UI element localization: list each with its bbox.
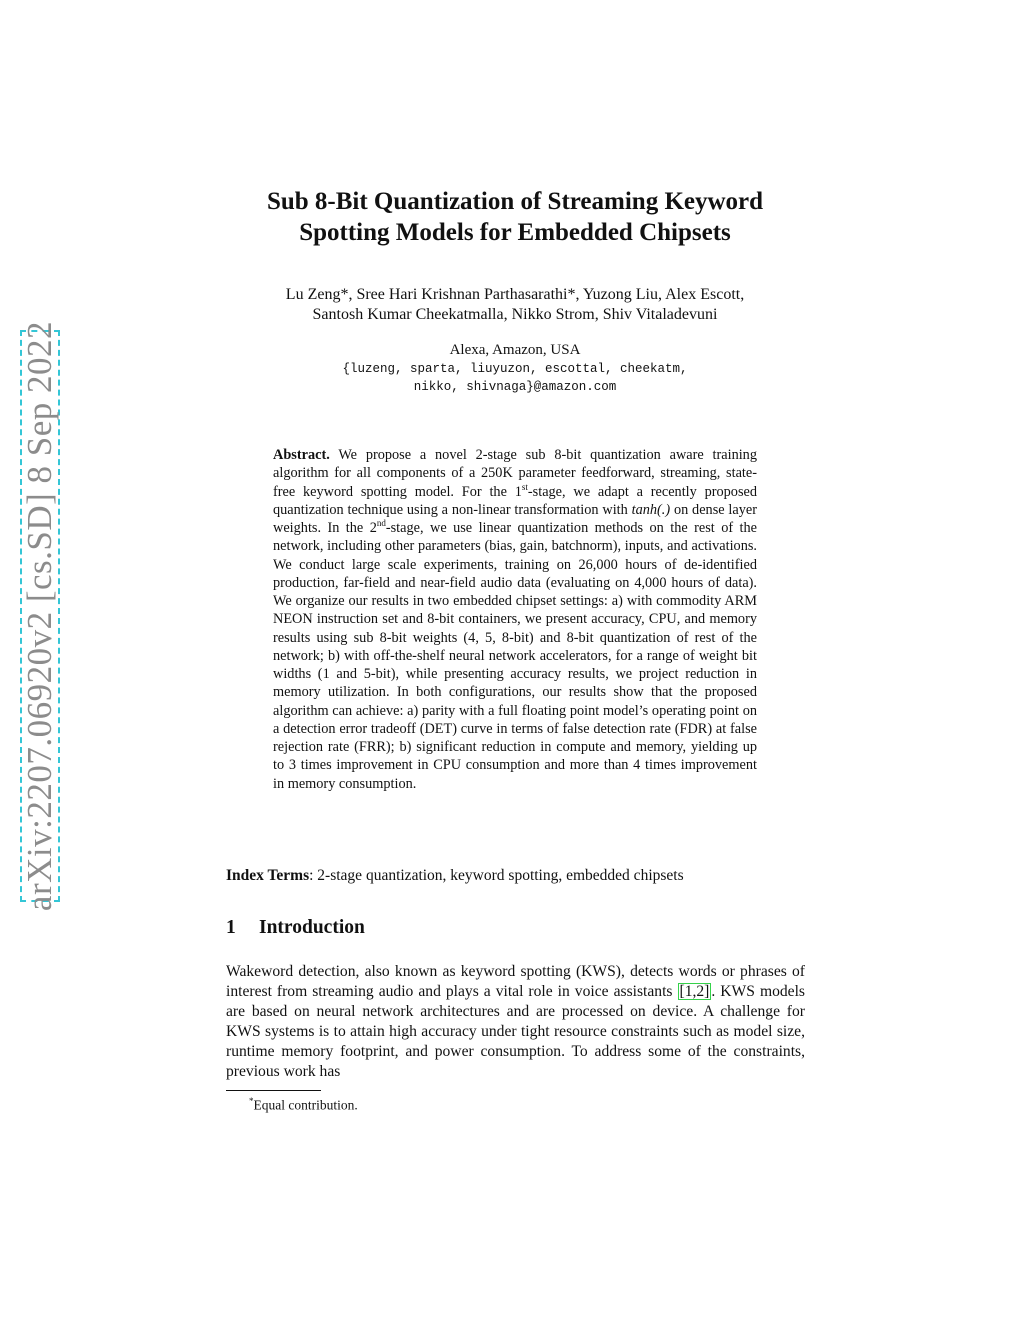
arxiv-stamp-text: arXiv:2207.06920v2 [cs.SD] 8 Sep 2022: [20, 320, 59, 912]
citation-link[interactable]: [1,2]: [679, 982, 710, 1000]
index-terms-label: Index Terms: [226, 867, 310, 884]
title-line-1: Sub 8-Bit Quantization of Streaming Keyword: [266, 188, 764, 215]
abstract-sup-nd: nd: [376, 518, 386, 529]
abstract-text-2: -stage, we adapt a recently proposed quantization technique using a non-linear transformation with: [273, 483, 758, 518]
authors-line-2: Santosh Kumar Cheekatmalla, Nikko Strom, Shiv Vitaladevuni: [312, 306, 718, 323]
emails-line-1: {luzeng, sparta, liuyuzon, escottal, cheekatm,: [342, 362, 688, 376]
section-title: Introduction: [259, 917, 365, 938]
intro-text-1: Wakeword detection, also known as keyword spotting (KWS), detects words or phrases of interest from streaming audio and plays a vital role in voice assistants: [226, 963, 805, 1000]
footnote-rule: [226, 1090, 321, 1091]
footnote-text: Equal contribution.: [253, 1097, 358, 1113]
arxiv-stamp[interactable]: [20, 320, 60, 912]
abstract-label: Abstract.: [273, 447, 330, 463]
title-line-2: Spotting Models for Embedded Chipsets: [299, 219, 731, 246]
index-terms-text: : 2-stage quantization, keyword spotting, embedded chipsets: [309, 867, 684, 884]
section-heading: [226, 917, 365, 939]
authors-line-1: Lu Zeng*, Sree Hari Krishnan Parthasarathi*, Yuzong Liu, Alex Escott,: [285, 286, 745, 303]
abstract-text-3: on dense layer weights. In the 2: [273, 501, 757, 536]
section-number: 1: [226, 917, 236, 938]
paper-title: [220, 186, 810, 248]
intro-text-2: . KWS models are based on neural network architectures and are processed on device. A challenge for KWS systems is to attain high accuracy under tight resource constraints such as model size, runtime memory footprint, and power consumption. To address some of the constraints, previous work has: [226, 982, 805, 1080]
author-list: [220, 285, 810, 325]
abstract-sup-st: st: [521, 481, 528, 492]
abstract-text-1: We propose a novel 2-stage sub 8-bit quantization aware training algorithm for all components of a 250K parameter feedforward, streaming, state-free keyword spotting model. For the 1: [273, 447, 757, 500]
abstract-text-4: -stage, we use linear quantization methods on the rest of the network, including other parameters (bias, gain, batchnorm), inputs, and activations. We conduct large scale experiments, training on 26,000 hours of de-identified production, far-field and near-field audio data (evaluating on 4,000 hours of data). We organize our results in two embedded chipset settings: a) with commodity ARM NEON instruction set and 8-bit containers, we present accuracy, CPU, and memory results using sub 8-bit weights (4, 5, 8-bit) and 8-bit quantization of rest of the network; b) with off-the-shelf neural network accelerators, for a range of weight bit widths (1 and 5-bit), while presenting accuracy results, we project reduction in memory utilization. In both configurations, our results show that the proposed algorithm can achieve: a) parity with a full floating point model’s operating point on a detection error tradeoff (DET) curve in terms of false detection rate (FDR) at false rejection rate (FRR); b) significant reduction in compute and memory, yielding up to 3 times improvement in CPU consumption and more than 4 times improvement in memory consumption.: [273, 520, 758, 792]
author-emails: [220, 360, 810, 396]
abstract: [273, 446, 757, 793]
footnote: [249, 1096, 358, 1114]
footnote-mark: *: [249, 1096, 254, 1106]
abstract-math-tanh: tanh(.): [631, 501, 671, 518]
emails-line-2: nikko, shivnaga}@amazon.com: [413, 380, 617, 394]
affiliation: Alexa, Amazon, USA: [449, 342, 581, 358]
index-terms: [226, 866, 806, 886]
intro-paragraph: [226, 962, 805, 1081]
